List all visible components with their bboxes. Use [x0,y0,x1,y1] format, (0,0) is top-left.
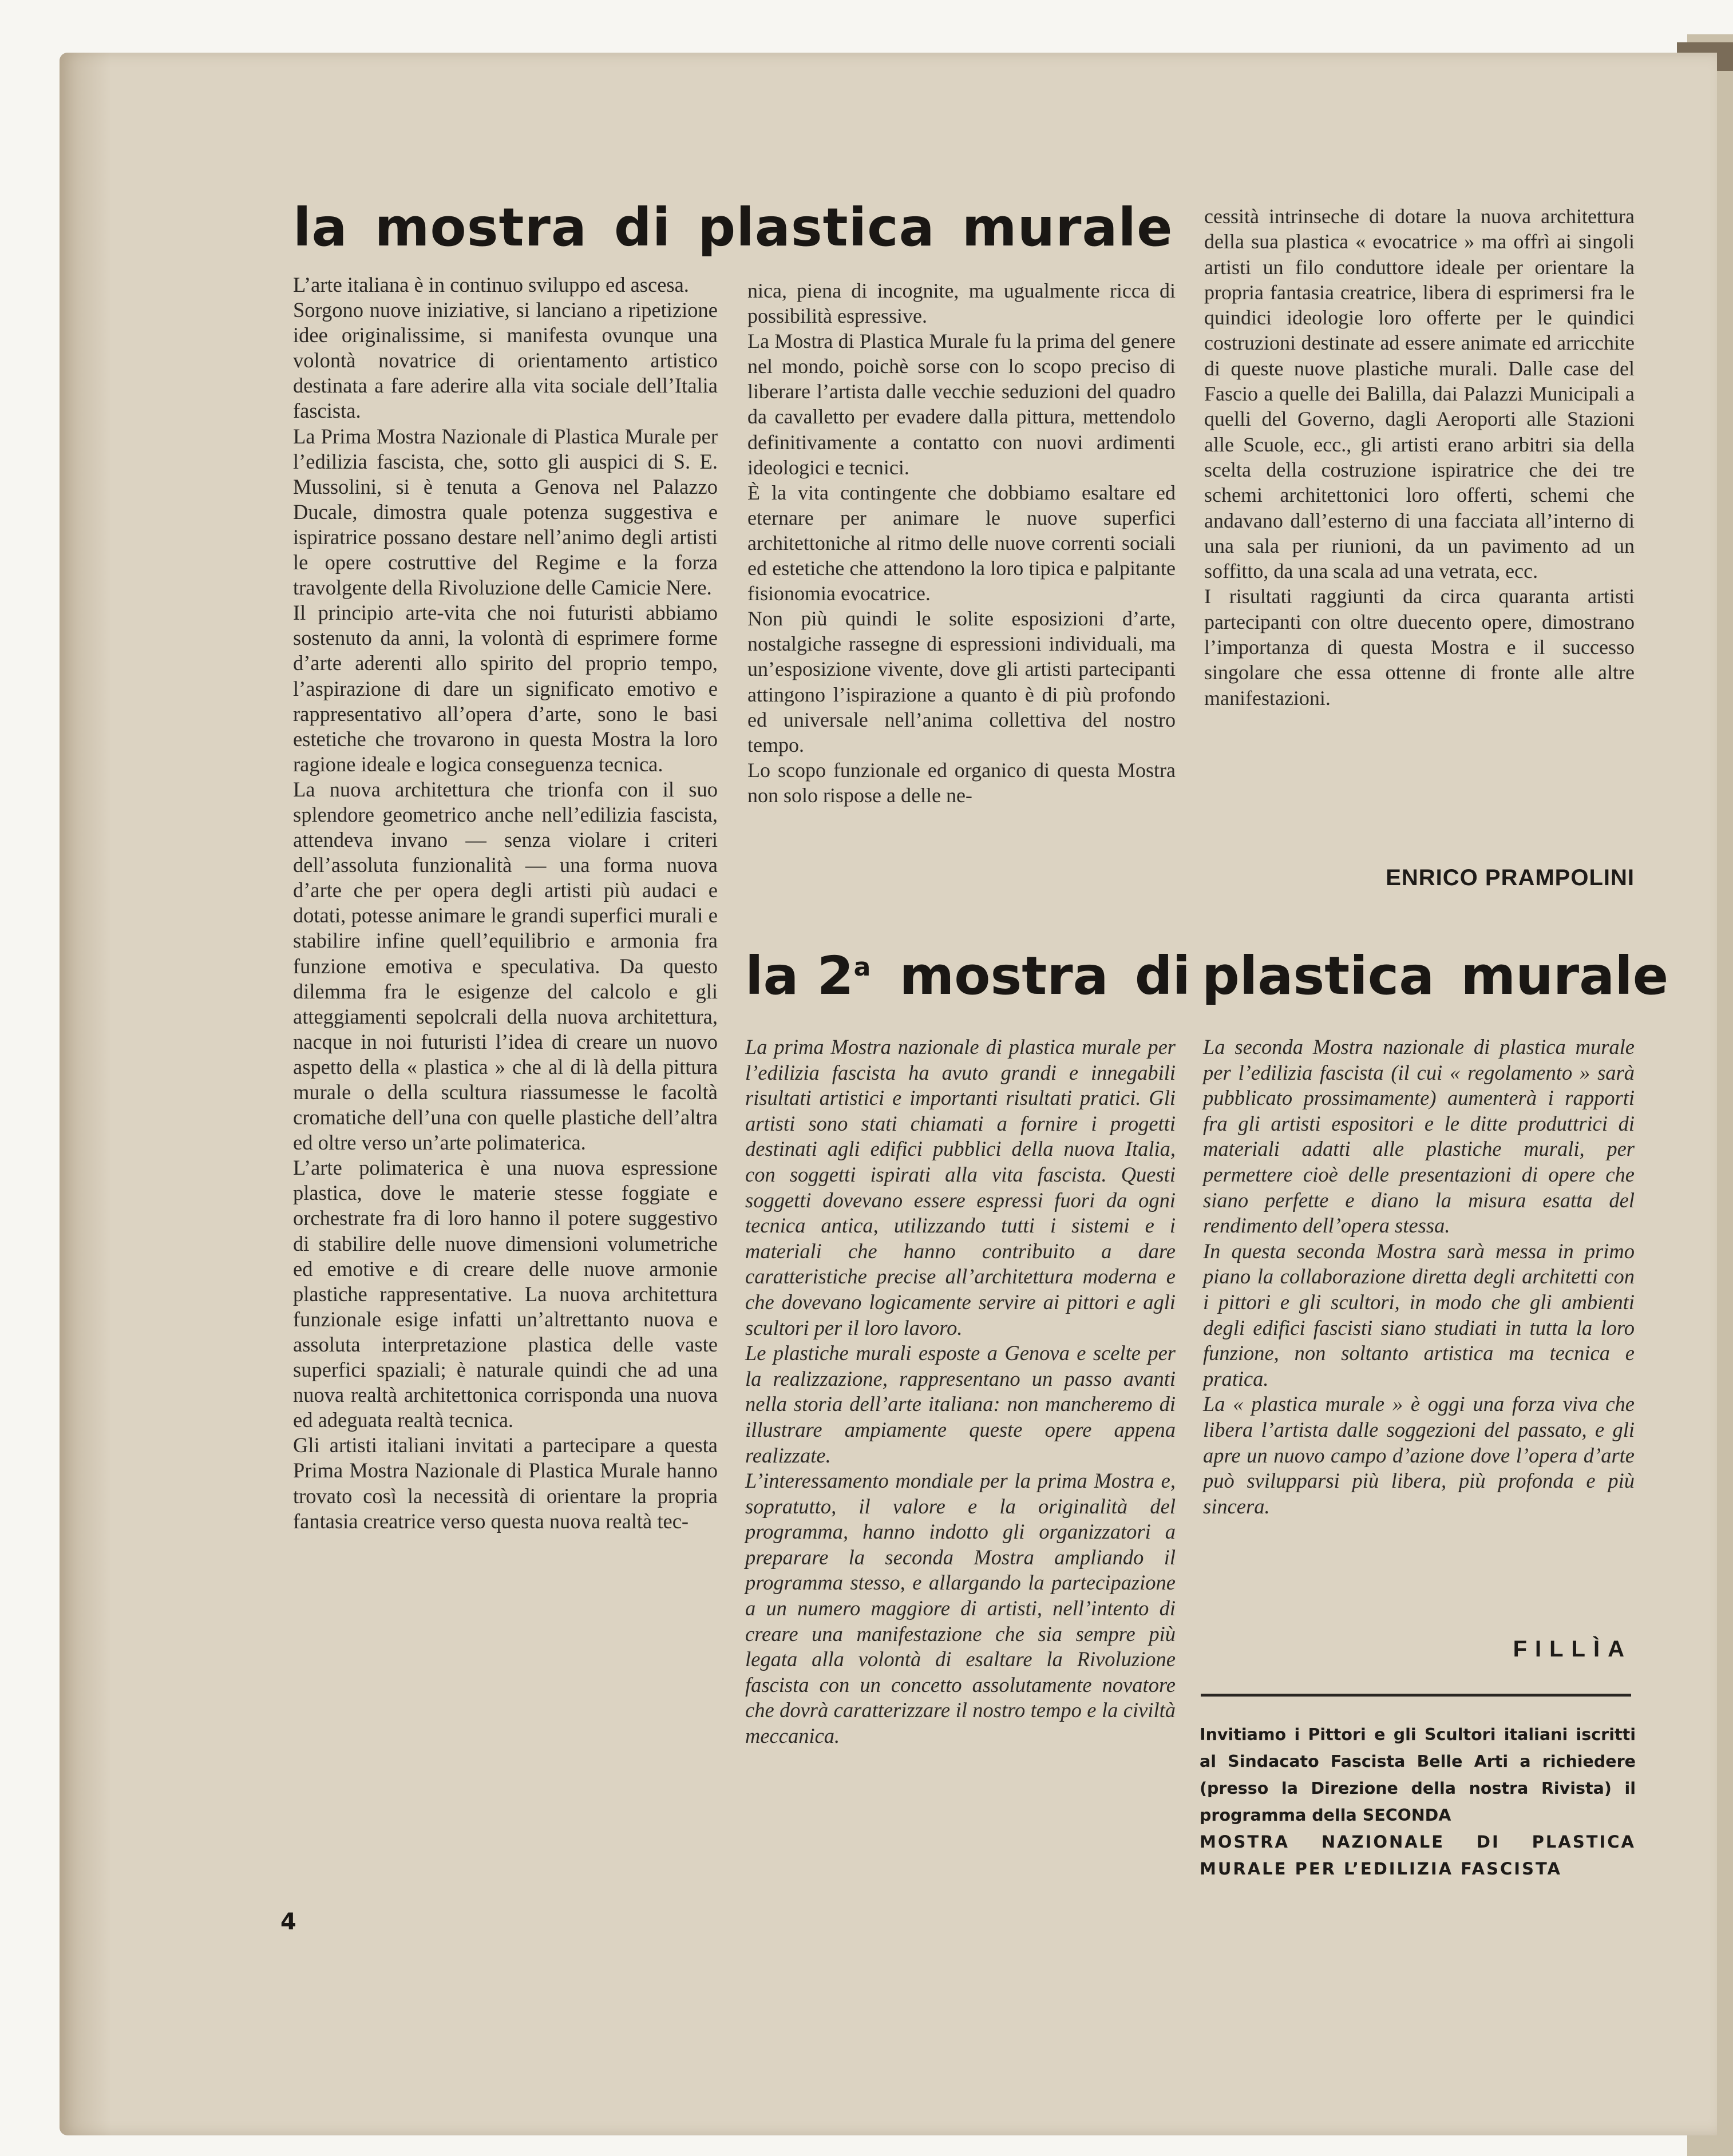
notice-text: Invitiamo i Pittori e gli Scultori italiani iscritti al Sindacato Fascista Belle Arti a richiedere (presso la Direzione della nostra Rivista) il programma della SECONDA [1200,1725,1636,1825]
paragraph: La « plastica murale » è oggi una forza viva che libera l’artista dalle soggezioni del passato, e gli apre un nuovo campo d’azione dove l’opera d’arte può svilupparsi più libera, più profonda e più sincera. [1203,1392,1635,1518]
article2-title-right: plastica murale [1202,945,1669,1006]
article1-title: la mostra di plastica murale [293,197,1173,258]
paragraph: La prima Mostra nazionale di plastica murale per l’edilizia fascista ha avuto grandi e innegabili risultati artistici e importanti risultati pratici. Gli artisti sono stati chiamati a fornire i progetti destinati agli edifici pubblici della nuova Italia, con soggetti ispirati alla vita fascista. Questi soggetti dovevano essere espressi fuori da ogni tecnica antica, utilizzando tutti i sistemi e i materiali che hanno contribuito a dare caratteristiche precise all’architettura moderna e che dovevano logicamente servire ai pittori e agli scultori per il loro lavoro. [745,1035,1176,1339]
spine-shadow [60,53,111,2135]
title-text: mostra di [899,945,1191,1006]
paragraph: Sorgono nuove iniziative, si lanciano a ripetizione idee originalissime, si manifesta ovunque una volontà novatrice di orientamento artistico destinata a fare aderire alla vita sociale dell’Italia fascista. [293,298,718,423]
paragraph: In questa seconda Mostra sarà messa in primo piano la collaborazione diretta degli architetti con i pittori e gli scultori, in modo che gli ambienti degli edifici fascisti siano studiati in tutta la loro funzione, non soltanto artistica ma tecnica e pratica. [1203,1239,1635,1390]
article1-column-2 [747,278,1176,808]
paragraph: I risultati raggiunti da circa quaranta artisti partecipanti con oltre duecento opere, dimostrano l’importanza di questa Mostra e il successo singolare che essa ottenne di fronte alle altre manifestazioni. [1204,585,1635,710]
paragraph: Il principio arte-vita che noi futuristi abbiamo sostenuto da anni, la volontà di esprimere forme d’arte aderenti allo spirito del proprio tempo, l’aspirazione di dare un significato emotivo e rappresentativo all’opera d’arte, sono le basi estetiche che trovarono in questa Mostra la loro ragione ideale e logica conseguenza tecnica. [293,601,718,776]
paragraph: L’arte italiana è in continuo sviluppo ed ascesa. [293,273,689,296]
article2-author: FILLÌA [1513,1636,1632,1662]
paragraph: L’arte polimaterica è una nuova espressione plastica, dove le materie stesse foggiate e orchestrate fra di loro hanno il potere suggestivo di stabilire delle nuove dimensioni volumetriche ed emotive e di creare delle nuove armonie plastiche rappresentative. La nuova architettura funzionale esige infatti un’altrettanto nuova e assoluta interpretazione plastica delle vaste superfici spaziali; è naturale quindi che ad una nuova realtà architettonica corrisponda una nuova ed adeguata realtà tecnica. [293,1156,718,1432]
paragraph: La Mostra di Plastica Murale fu la prima del genere nel mondo, poichè sorse con lo scopo preciso di liberare l’artista dalle vecchie seduzioni del quadro da cavalletto per evadere dalla pittura, mettendolo definitivamente a contatto con nuovi ardimenti ideologici e tecnici. [747,330,1176,479]
paragraph: cessità intrinseche di dotare la nuova architettura della sua plastica « evocatrice » ma offrì ai singoli artisti un filo conduttore ideale per orientare la propria fantasia creatrice, libera di esprimersi fra le quindici ideologie loro offerte per le quindici costruzioni destinate ad essere animate ed arricchite di queste nuove plastiche murali. Dalle case del Fascio a quelle dei Balilla, dai Palazzi Municipali a quelli del Governo, dagli Aeroporti alle Stazioni alle Scuole, ecc., gli artisti erano arbitri sia della scelta della costruzione ispiratrice che dei tre schemi architettonici loro offerti, schemi che andavano dall’esterno di una facciata all’interno di una sala per riunioni, da un pavimento ad un soffitto, da una scala ad una vetrata, ecc. [1204,205,1635,583]
paragraph: Lo scopo funzionale ed organico di questa Mostra non solo rispose a delle ne- [747,758,1176,807]
notice-box [1200,1721,1636,1882]
article1-column-3 [1204,204,1635,711]
article2-column-1 [745,1035,1176,1749]
paragraph: La seconda Mostra nazionale di plastica murale per l’edilizia fascista (il cui « regolamento » sarà pubblicato prossimamente) aumenterà i rapporti fra gli artisti espositori e le ditte produttrici di materiali adatti alle plastiche murali, per permettere cioè delle presentazioni di opere che siano perfette e diano la misura esatta del rendimento dell’opera stessa. [1203,1035,1635,1238]
paragraph: La Prima Mostra Nazionale di Plastica Murale per l’edilizia fascista, che, sotto gli auspici di S. E. Mussolini, si è tenuta a Genova nel Palazzo Ducale, dimostra quale potenza suggestiva e ispiratrice possano destare nell’animo degli artisti le opere costruttive del Regime e la forza travolgente della Rivoluzione delle Camicie Nere. [293,424,718,600]
paragraph: Gli artisti italiani invitati a partecipare a questa Prima Mostra Nazionale di Plastica Murale hanno trovato così la necessità di orientare la propria fantasia creatrice verso questa nuova realtà tec- [293,1433,718,1533]
paragraph: Non più quindi le solite esposizioni d’arte, nostalgiche rassegne di espressioni individuali, ma un’esposizione vivente, dove gli artisti partecipanti attingono l’ispirazione a quanto è di più profondo ed universale nell’anima collettiva del nostro tempo. [747,607,1176,756]
paragraph: Le plastiche murali esposte a Genova e scelte per la realizzazione, rappresentano un passo avanti nella storia dell’arte italiana: non mancheremo di illustrare ampiamente queste opere appena realizzate. [745,1341,1176,1467]
article2-title-left [745,945,1191,1006]
paragraph: L’interessamento mondiale per la prima Mostra e, sopratutto, il valore e la originalità del programma, hanno indotto gli organizzatori a preparare la seconda Mostra ampliando il programma stesso, e allargando la partecipazione a un numero maggiore di artisti, nell’intento di creare una manifestazione che sia sempre più legata alla volontà di esaltare la Rivoluzione fascista con un concetto assolutamente novatore che dovrà caratterizzare il nostro tempo e la civiltà meccanica. [745,1469,1176,1748]
paragraph: La nuova architettura che trionfa con il suo splendore geometrico anche nell’edilizia fascista, attendeva invano — senza violare i criteri dell’assoluta funzionalità — una forma nuova d’arte che per opera degli artisti più audaci e dotati, potesse animare le grandi superfici murali e stabilire infine quell’equilibrio e armonia fra funzione emotiva e speculativa. Da questo dilemma fra le esigenze del calcolo e gli atteggiamenti sepolcrali della nuova architettura, nacque in noi futuristi l’idea di creare un nuovo aspetto della « plastica » che al di là della pittura murale o della scultura riassumesse le facoltà cromatiche dell’una con quelle plastiche dell’altra ed oltre verso un’arte polimaterica. [293,777,718,1155]
title-text: la 2 [745,945,854,1006]
article1-column-1 [293,272,718,1534]
paragraph: È la vita contingente che dobbiamo esaltare ed eternare per animare le nuove superfici architettoniche al ritmo delle nuove correnti sociali ed estetiche che attendono la loro tipica e palpitante fisionomia evocatrice. [747,481,1176,605]
notice-caps: MOSTRA NAZIONALE DI PLASTICA MURALE PER L’EDILIZIA FASCISTA [1200,1832,1636,1878]
divider-rule [1201,1694,1631,1697]
article2-column-2 [1203,1035,1635,1519]
paragraph: nica, piena di incognite, ma ugualmente ricca di possibilità espressive. [747,279,1176,328]
title-superscript: a [853,953,871,982]
page-number: 4 [280,1909,296,1935]
article1-author: ENRICO PRAMPOLINI [1386,865,1635,890]
